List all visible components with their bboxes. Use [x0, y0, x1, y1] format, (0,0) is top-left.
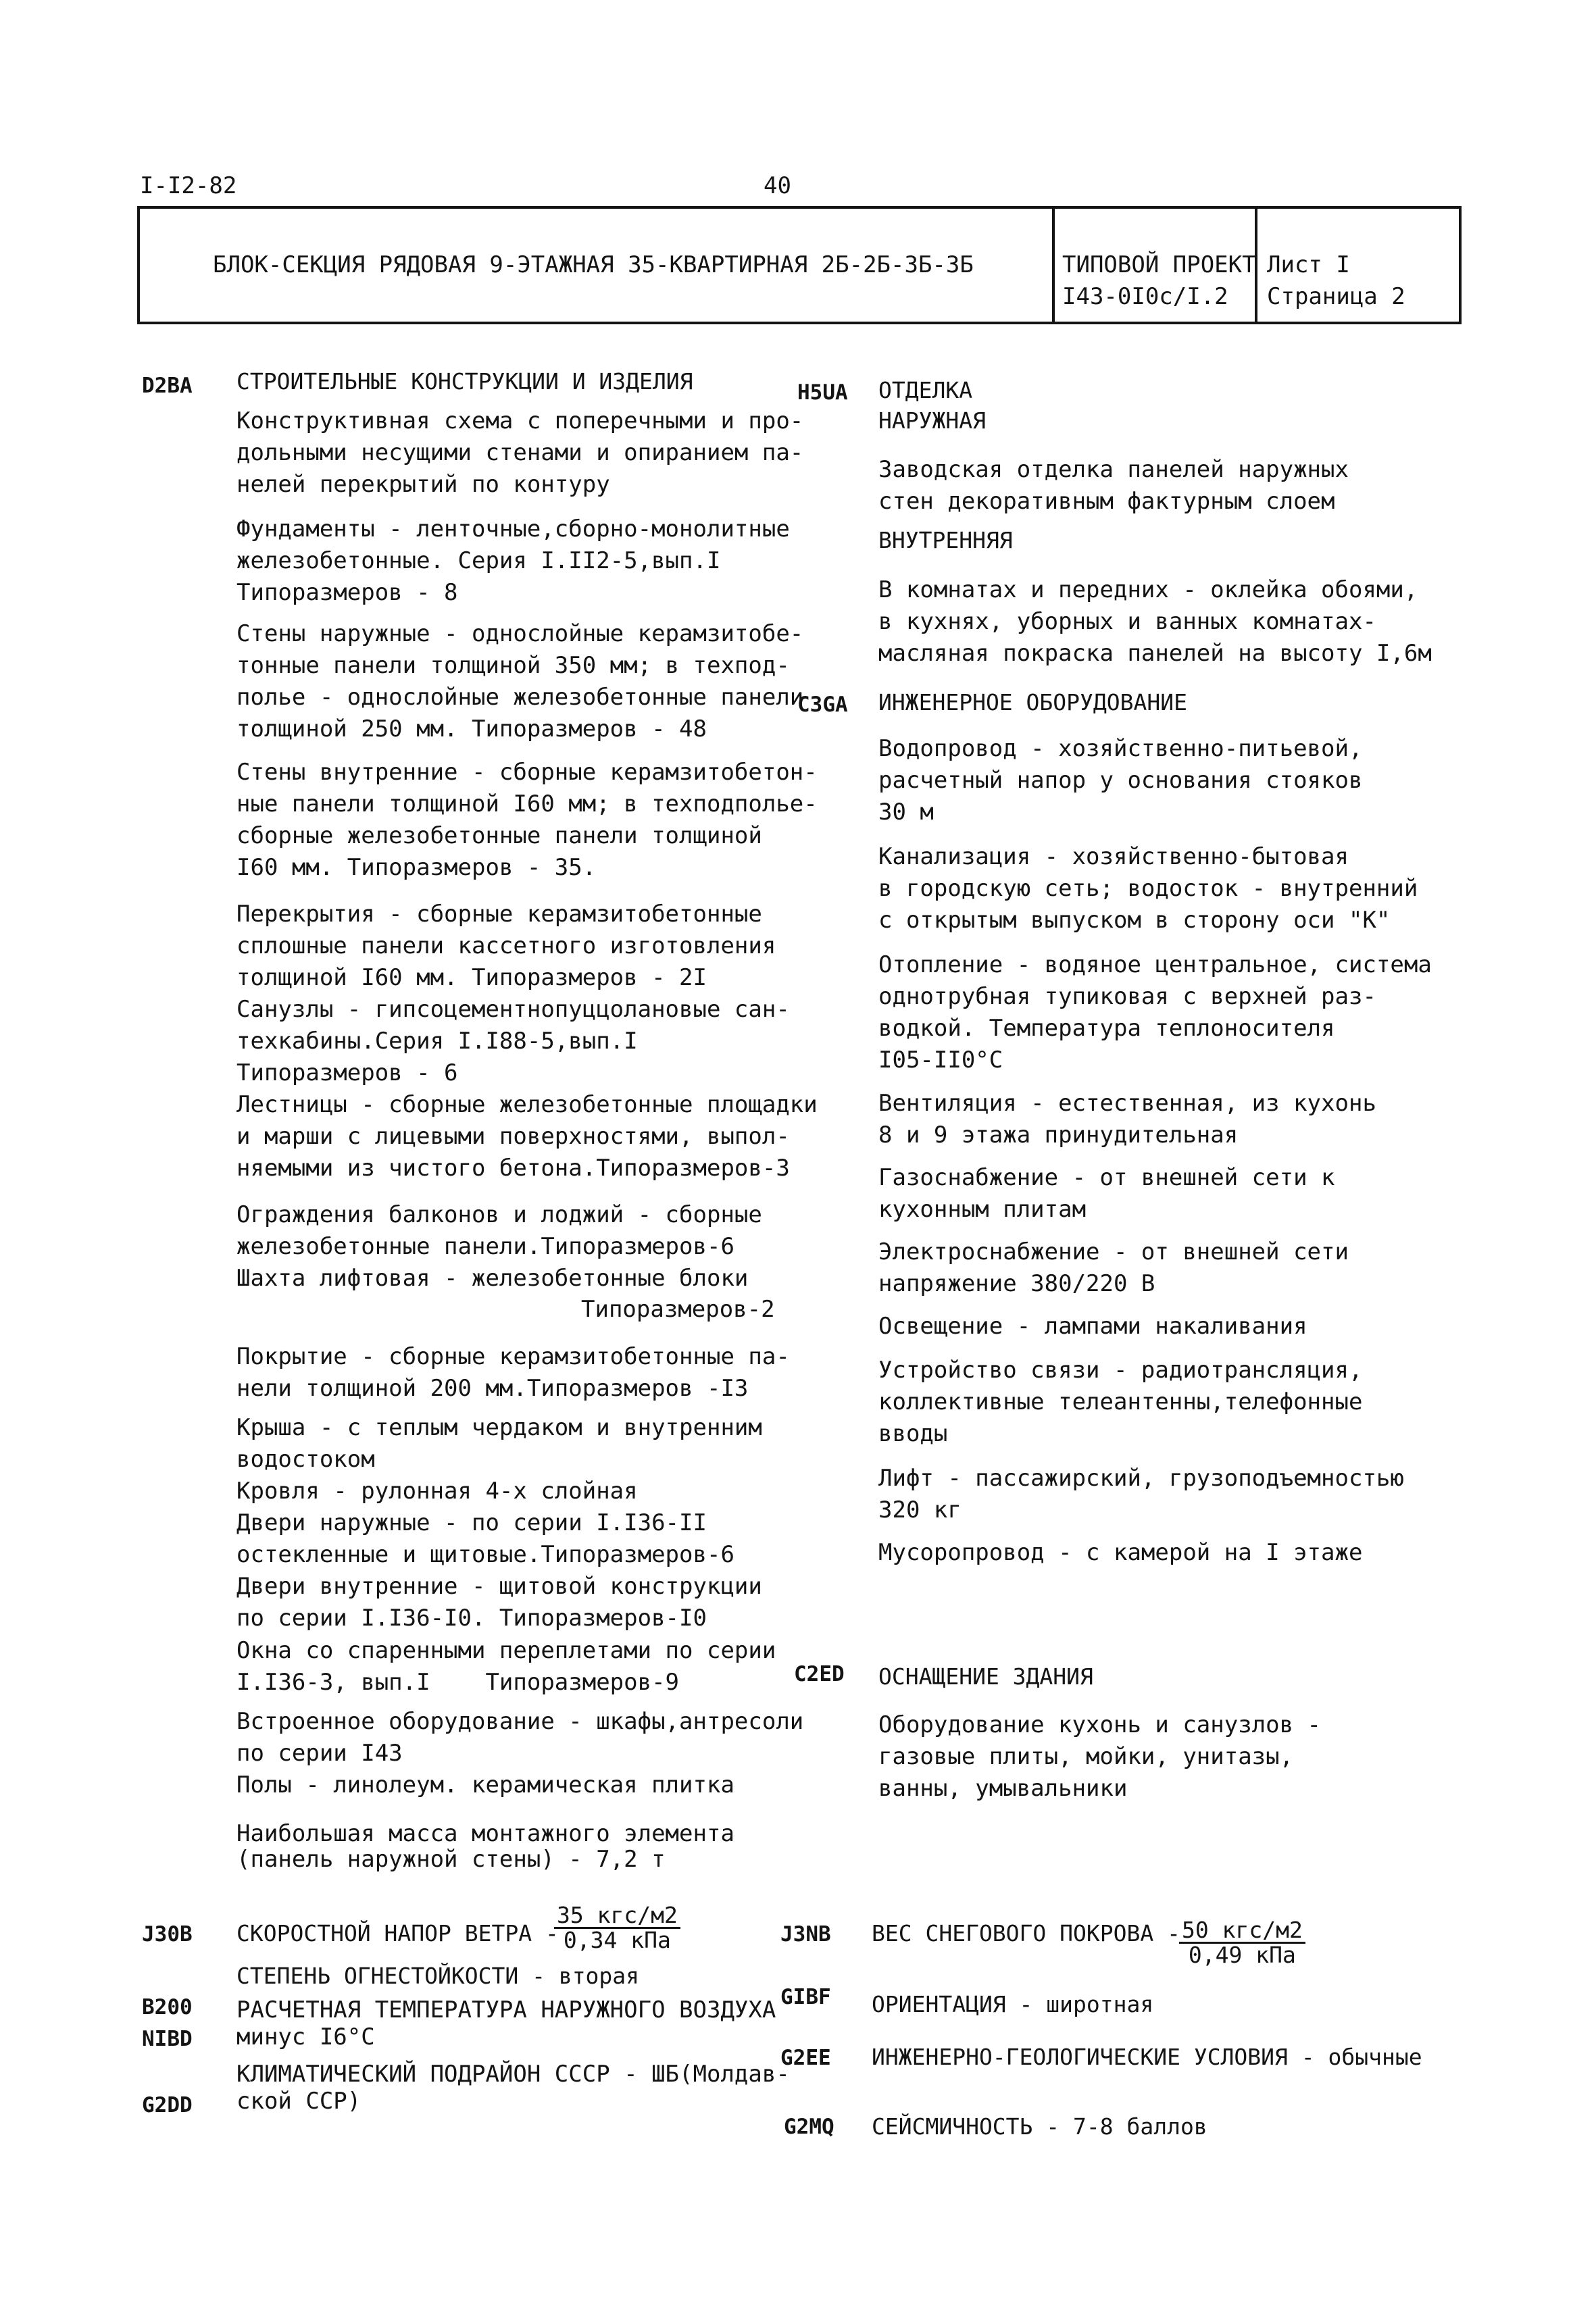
section-heading-engineering: ИНЖЕНЕРНОЕ ОБОРУДОВАНИЕ [878, 689, 1187, 715]
elevator-shaft-count: Типоразмеров-2 [581, 1296, 775, 1323]
page-label: Страница 2 [1267, 283, 1405, 310]
snow-code: J3NB [780, 1922, 831, 1946]
water-supply-text: Водопровод - хозяйственно-питьевой, расчетный напор у основания стояков 30 м [878, 735, 1363, 826]
subheading-exterior: НАРУЖНАЯ [878, 407, 986, 434]
wind-pressure-label: СКОРОСТНОЙ НАПОР ВЕТРА - [236, 1920, 559, 1946]
section-heading-construction: СТРОИТЕЛЬНЫЕ КОНСТРУКЦИИ И ИЗДЕЛИЯ [236, 368, 693, 395]
geology-text: ИНЖЕНЕРНО-ГЕОЛОГИЧЕСКИЕ УСЛОВИЯ - обычные [872, 2044, 1422, 2070]
garbage-chute-text: Мусоропровод - с камерой на I этаже [878, 1539, 1363, 1566]
windows-text: Окна со спаренными переплетами по серии I.I36-3, вып.I Типоразмеров-9 [236, 1637, 776, 1696]
section-heading-finish: ОТДЕЛКА [878, 377, 973, 403]
temperature-code: B200 [142, 1995, 193, 2019]
structural-scheme-text: Конструктивная схема с поперечными и про- дольными несущими стенами и опиранием па- нелей перекрытий по контуру [236, 407, 804, 498]
exterior-finish-text: Заводская отделка панелей наружных стен декоративным фактурным слоем [878, 456, 1349, 515]
elevator-text: Лифт - пассажирский, грузоподъемностью 320 кг [878, 1465, 1404, 1524]
snow-load-kgs: 50 кгс/м2 [1179, 1919, 1305, 1944]
snow-load-value [1179, 1919, 1305, 1967]
wind-code: J30B [142, 1922, 193, 1946]
power-supply-text: Электроснабжение - от внешней сети напряжение 380/220 В [878, 1238, 1349, 1297]
climate-subregion-text: КЛИМАТИЧЕСКИЙ ПОДРАЙОН СССР - ШБ(Молдав- ской ССР) [236, 2061, 790, 2115]
fire-resistance-text: СТЕПЕНЬ ОГНЕСТОЙКОСТИ - вторая [236, 1963, 640, 1989]
section-code-construction: D2BA [142, 374, 193, 398]
outfitting-text: Оборудование кухонь и санузлов - газовые плиты, мойки, унитазы, ванны, умывальники [878, 1711, 1322, 1802]
orientation-code: GIBF [780, 1985, 831, 2009]
page-number: 40 [764, 172, 791, 199]
seismicity-text: СЕЙСМИЧНОСТЬ - 7-8 баллов [872, 2113, 1207, 2140]
gas-supply-text: Газоснабжение - от внешней сети к кухонным плитам [878, 1164, 1335, 1223]
title-divider-1 [1052, 209, 1055, 322]
heating-text: Отопление - водяное центральное, система однотрубная тупиковая с верхней раз- водкой. Температура теплоносителя I05-II0°С [878, 951, 1432, 1074]
snow-load-kpa: 0,49 кПа [1188, 1942, 1296, 1968]
floors-stairs-text: Перекрытия - сборные керамзитобетонные сплошные панели кассетного изготовления толщиной I60 мм. Типоразмеров - 2I Санузлы - гипсоцементнопуццолановые сан- техкабины.Серия I.I88-5,вып.I Типоразмеров - 6 Лестницы - сборные железобетонные площадки и марши с лицевыми поверхностями, выпол- няемыми из чистого бетона.Типоразмеров-3 [236, 901, 818, 1182]
section-code-finish: H5UA [797, 380, 848, 405]
seismicity-code: G2MQ [784, 2115, 834, 2139]
section-heading-outfitting: ОСНАЩЕНИЕ ЗДАНИЯ [878, 1663, 1093, 1690]
wind-pressure-kgs: 35 кгс/м2 [554, 1904, 680, 1929]
wind-pressure-kpa: 0,34 кПа [563, 1927, 671, 1953]
outer-walls-text: Стены наружные - однослойные керамзитобе- тонные панели толщиной 350 мм; в техпод- полье - однослойные железобетонные панели толщиной 250 мм. Типоразмеров - 48 [236, 620, 804, 743]
max-element-mass-text: Наибольшая масса монтажного элемента (панель наружной стены) - 7,2 т [236, 1820, 734, 1873]
sheet-label: Лист I [1267, 251, 1350, 278]
subheading-interior: ВНУТРЕННЯЯ [878, 527, 1013, 553]
wind-pressure-value [554, 1904, 680, 1952]
ventilation-text: Вентиляция - естественная, из кухонь 8 и 9 этажа принудительная [878, 1090, 1376, 1149]
communications-text: Устройство связи - радиотрансляция, коллективные телеантенны,телефонные вводы [878, 1357, 1363, 1447]
foundations-text: Фундаменты - ленточные,сборно-монолитные железобетонные. Серия I.II2-5,вып.I Типоразмеров - 8 [236, 515, 790, 606]
title-block [137, 206, 1462, 324]
lighting-text: Освещение - лампами накаливания [878, 1313, 1307, 1340]
sewerage-text: Канализация - хозяйственно-бытовая в городскую сеть; водосток - внутренний с открытым выпуском в сторону оси "К" [878, 843, 1418, 934]
climate-code-2: G2DD [142, 2093, 193, 2117]
section-code-engineering: C3GA [797, 693, 848, 717]
doc-number: I-I2-82 [140, 172, 237, 199]
geology-code: G2EE [780, 2046, 831, 2070]
project-number: I43-0I0с/I.2 [1062, 283, 1228, 310]
snow-load-label: ВЕС СНЕГОВОГО ПОКРОВА - [872, 1920, 1180, 1946]
project-label: ТИПОВОЙ ПРОЕКТ [1062, 251, 1256, 278]
document-title: БЛОК-СЕКЦИЯ РЯДОВАЯ 9-ЭТАЖНАЯ 35-КВАРТИРНАЯ 2Б-2Б-3Б-3Б [213, 251, 974, 278]
climate-code-1: NIBD [142, 2027, 193, 2051]
roof-doors-text: Крыша - с теплым чердаком и внутренним водостоком Кровля - рулонная 4-х слойная Двери наружные - по серии I.I36-II остекленные и щитовые.Типоразмеров-6 Двери внутренние - щитовой конструкции по серии I.I36-I0. Типоразмеров-I0 [236, 1414, 762, 1632]
section-code-outfitting: C2ED [794, 1662, 845, 1686]
outdoor-temperature-text: РАСЧЕТНАЯ ТЕМПЕРАТУРА НАРУЖНОГО ВОЗДУХА минус I6°С [236, 1996, 776, 2051]
built-in-equipment-text: Встроенное оборудование - шкафы,антресоли по серии I43 Полы - линолеум. керамическая плитка [236, 1708, 804, 1799]
railings-elevator-shaft-text: Ограждения балконов и лоджий - сборные железобетонные панели.Типоразмеров-6 Шахта лифтовая - железобетонные блоки [236, 1201, 762, 1292]
orientation-text: ОРИЕНТАЦИЯ - широтная [872, 1991, 1154, 2017]
interior-finish-text: В комнатах и передних - оклейка обоями, в кухнях, уборных и ванных комнатах- масляная покраска панелей на высоту I,6м [878, 576, 1432, 667]
inner-walls-text: Стены внутренние - сборные керамзитобетон- ные панели толщиной I60 мм; в техподполье- сборные железобетонные панели толщиной I60 мм. Типоразмеров - 35. [236, 759, 818, 881]
roof-covering-text: Покрытие - сборные керамзитобетонные па- нели толщиной 200 мм.Типоразмеров -I3 [236, 1343, 790, 1402]
